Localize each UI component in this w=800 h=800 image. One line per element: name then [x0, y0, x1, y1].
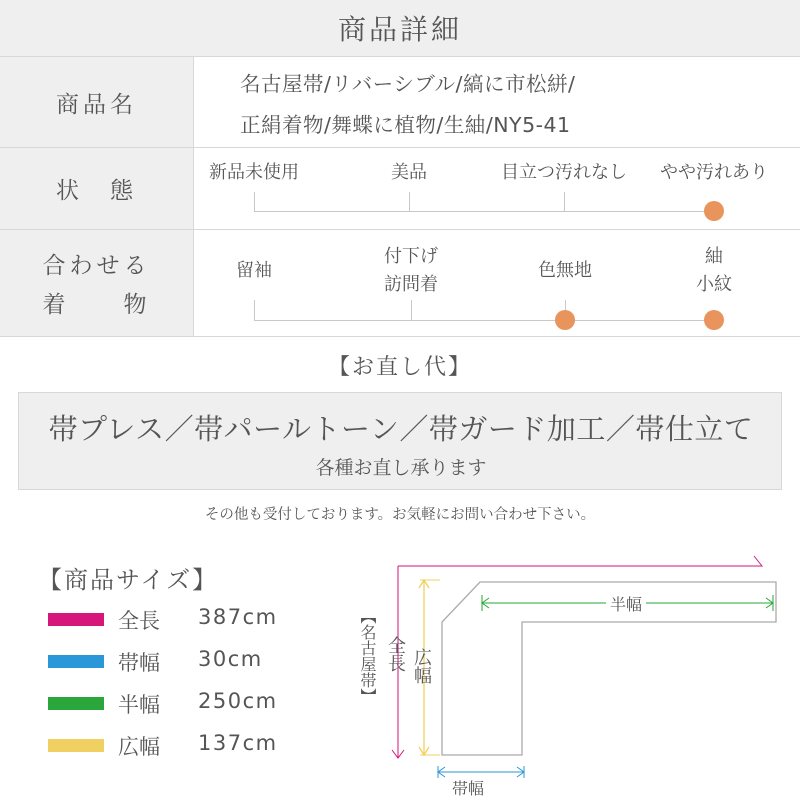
half-width-label: 半幅 [606, 592, 646, 615]
condition-tick [564, 192, 565, 211]
match-track [254, 320, 714, 321]
product-name-line2: 正絹着物/舞蝶に植物/生紬/NY5-41 [240, 113, 571, 137]
alteration-sub: 各種お直し承ります [315, 457, 487, 479]
band-width-label: 帯幅 [452, 779, 485, 798]
alteration-services: 帯プレス／帯パールトーン／帯ガード加工／帯仕立て [48, 412, 754, 446]
condition-tick [409, 192, 410, 211]
product-name-label: 商品名 [0, 57, 193, 147]
condition-track [254, 211, 714, 212]
condition-selected-marker [704, 201, 724, 221]
legend-name-wide-width: 広幅 [118, 735, 160, 759]
match-label [0, 230, 193, 336]
match-option-tsumugi: 紬 [705, 246, 723, 267]
obi-type-label: 【名古屋帯】 [358, 608, 377, 704]
condition-option-slight-stain: やや汚れあり [660, 162, 768, 183]
wide-width-label: 広幅 [411, 648, 432, 684]
total-length-arrow-right [754, 556, 762, 566]
match-selected-marker-tsumugi [704, 310, 724, 330]
legend-name-half-width: 半幅 [118, 693, 160, 717]
match-option-houmongi: 訪問着 [384, 274, 438, 295]
legend-name-band-width: 帯幅 [118, 651, 160, 675]
legend-value-band-width: 30cm [198, 647, 263, 671]
legend-value-wide-width: 137cm [198, 731, 278, 755]
match-option-tsukesage: 付下げ [384, 246, 438, 267]
match-label-line2: 着 物 [42, 292, 151, 318]
match-option-tomesode: 留袖 [236, 260, 272, 281]
condition-option-new: 新品未使用 [209, 162, 299, 183]
condition-tick [254, 192, 255, 211]
legend-swatch-wide-width [48, 739, 104, 752]
legend-value-total-length: 387cm [198, 605, 278, 629]
total-length-label: 全長 [385, 636, 406, 672]
product-name-line1: 名古屋帯/リバーシブル/縞に市松絣/ [240, 72, 576, 96]
alteration-note: その他も受付しております。お気軽にお問い合わせ下さい。 [204, 507, 596, 523]
page-title: 商品詳細 [0, 0, 800, 57]
legend-swatch-half-width [48, 697, 104, 710]
alteration-title: 【お直し代】 [327, 355, 472, 380]
condition-option-no-stain: 目立つ汚れなし [501, 162, 627, 183]
match-tick [411, 300, 412, 320]
match-option-iromuji: 色無地 [538, 260, 592, 281]
legend-value-half-width: 250cm [198, 689, 278, 713]
condition-option-good: 美品 [391, 162, 427, 183]
obi-size-diagram [340, 540, 800, 800]
row-divider [0, 336, 800, 337]
match-selected-marker-iromuji [555, 310, 575, 330]
legend-swatch-band-width [48, 655, 104, 668]
size-title: 【商品サイズ】 [38, 566, 219, 594]
alteration-box [18, 392, 782, 490]
match-tick [254, 300, 255, 320]
match-option-komon: 小紋 [696, 274, 732, 295]
table-column-divider [193, 57, 194, 336]
legend-swatch-total-length [48, 613, 104, 626]
legend-name-total-length: 全長 [118, 609, 160, 633]
condition-label: 状 態 [0, 148, 193, 229]
match-label-line1: 合わせる [42, 253, 151, 279]
